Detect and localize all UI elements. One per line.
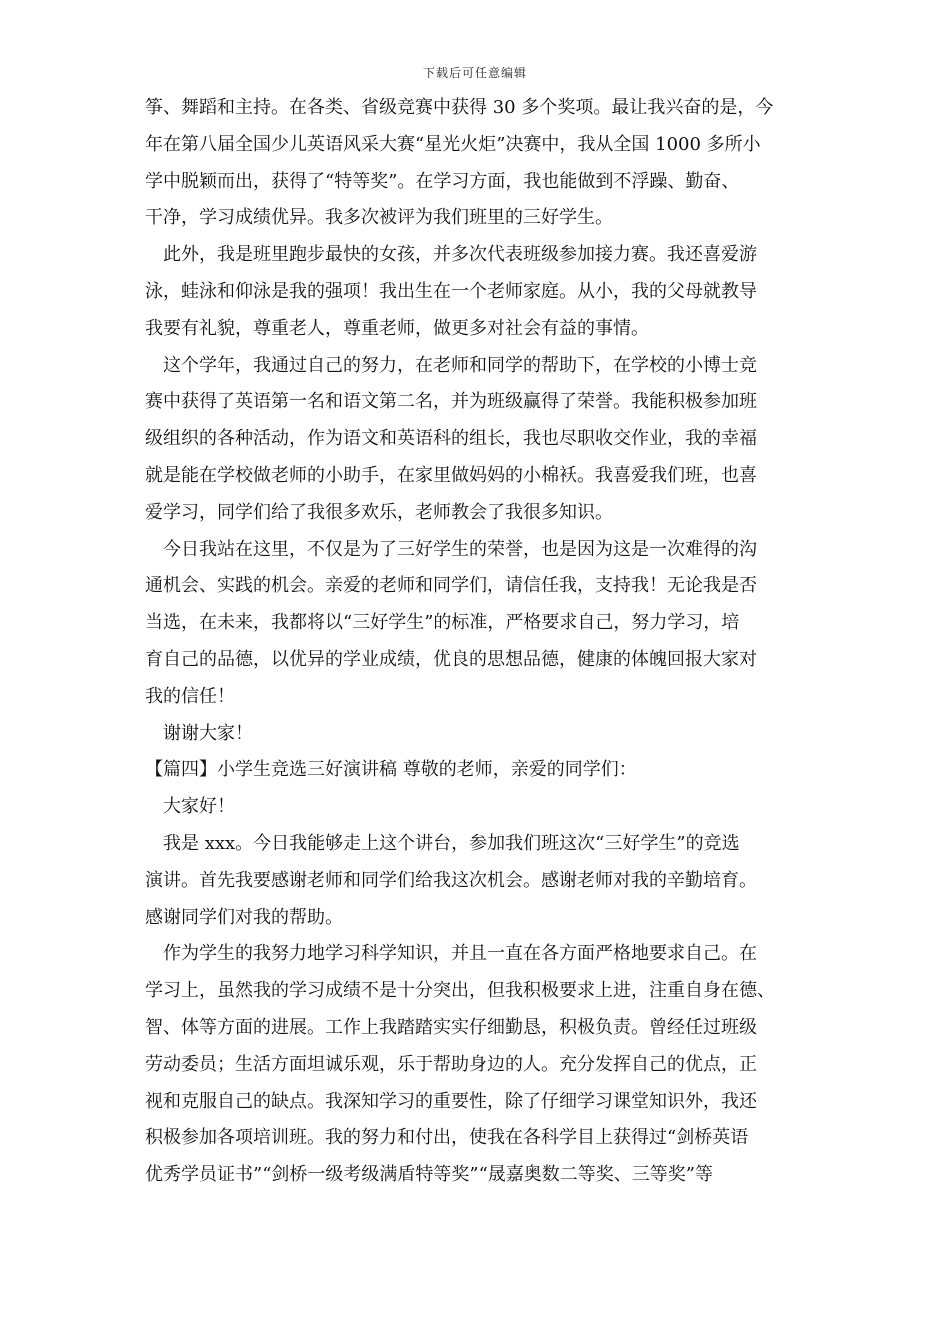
text-line: 视和克服自己的缺点。我深知学习的重要性，除了仔细学习课堂知识外，我还: [145, 1090, 757, 1112]
text-line: 就是能在学校做老师的小助手，在家里做妈妈的小棉袄。我喜爱我们班，也喜: [145, 464, 757, 486]
text-line: 劳动委员；生活方面坦诚乐观，乐于帮助身边的人。充分发挥自己的优点，正: [145, 1053, 757, 1075]
text-line: 智、体等方面的进展。工作上我踏踏实实仔细勤恳，积极负责。曾经任过班级: [145, 1016, 757, 1038]
text-line: 我要有礼貌，尊重老人，尊重老师，做更多对社会有益的事情。: [145, 317, 649, 339]
text-line: 育自己的品德，以优异的学业成绩，优良的思想品德，健康的体魄回报大家对: [145, 648, 757, 670]
text-line: 演讲。首先我要感谢老师和同学们给我这次机会。感谢老师对我的辛勤培育。: [145, 869, 757, 891]
text-line: 级组织的各种活动，作为语文和英语科的组长，我也尽职收交作业，我的幸福: [145, 428, 757, 450]
text-line: 感谢同学们对我的帮助。: [145, 906, 343, 928]
text-line: 干净，学习成绩优异。我多次被评为我们班里的三好学生。: [145, 207, 613, 229]
text-line: 今日我站在这里，不仅是为了三好学生的荣誉，也是因为这是一次难得的沟: [163, 538, 757, 560]
text-line: 赛中获得了英语第一名和语文第二名，并为班级赢得了荣誉。我能积极参加班: [145, 391, 757, 413]
text-line: 筝、舞蹈和主持。在各类、省级竞赛中获得 30 多个奖项。最让我兴奋的是，今: [145, 97, 774, 118]
text-line: 积极参加各项培训班。我的努力和付出，使我在各科学目上获得过“剑桥英语: [145, 1127, 749, 1149]
text-line: 当选，在未来，我都将以“三好学生”的标准，严格要求自己，努力学习，培: [145, 612, 740, 634]
page-header: 下载后可任意编辑: [422, 66, 527, 80]
text-line: 爱学习，同学们给了我很多欢乐，老师教会了我很多知识。: [145, 501, 613, 523]
text-line: 【篇四】小学生竞选三好演讲稿 尊敬的老师，亲爱的同学们：: [145, 759, 637, 781]
text-line: 泳，蛙泳和仰泳是我的强项！我出生在一个老师家庭。从小，我的父母就教导: [145, 280, 757, 302]
text-line: 学中脱颖而出，获得了“特等奖”。在学习方面，我也能做到不浮躁、勤奋、: [145, 170, 740, 192]
document-body: [145, 90, 825, 1194]
text-line: 学习上，虽然我的学习成绩不是十分突出，但我积极要求上进，注重自身在德、: [145, 980, 775, 1002]
text-line: 年在第八届全国少儿英语风采大赛“星光火炬”决赛中，我从全国 1000 多所小: [145, 133, 761, 155]
text-line: 通机会、实践的机会。亲爱的老师和同学们，请信任我，支持我！无论我是否: [145, 575, 757, 597]
text-line: 优秀学员证书”“剑桥一级考级满盾特等奖”“晟嘉奥数二等奖、三等奖”等: [145, 1164, 714, 1186]
text-line: 我的信任！: [145, 685, 235, 707]
text-line: 这个学年，我通过自己的努力，在老师和同学的帮助下，在学校的小博士竞: [163, 354, 757, 376]
text-line: 谢谢大家！: [163, 722, 253, 744]
text-line: 此外，我是班里跑步最快的女孩，并多次代表班级参加接力赛。我还喜爱游: [163, 244, 757, 266]
text-line: 大家好！: [163, 796, 235, 818]
text-line: 作为学生的我努力地学习科学知识，并且一直在各方面严格地要求自己。在: [163, 943, 757, 965]
text-line: 我是 xxx。今日我能够走上这个讲台，参加我们班这次“三好学生”的竞选: [163, 832, 740, 854]
